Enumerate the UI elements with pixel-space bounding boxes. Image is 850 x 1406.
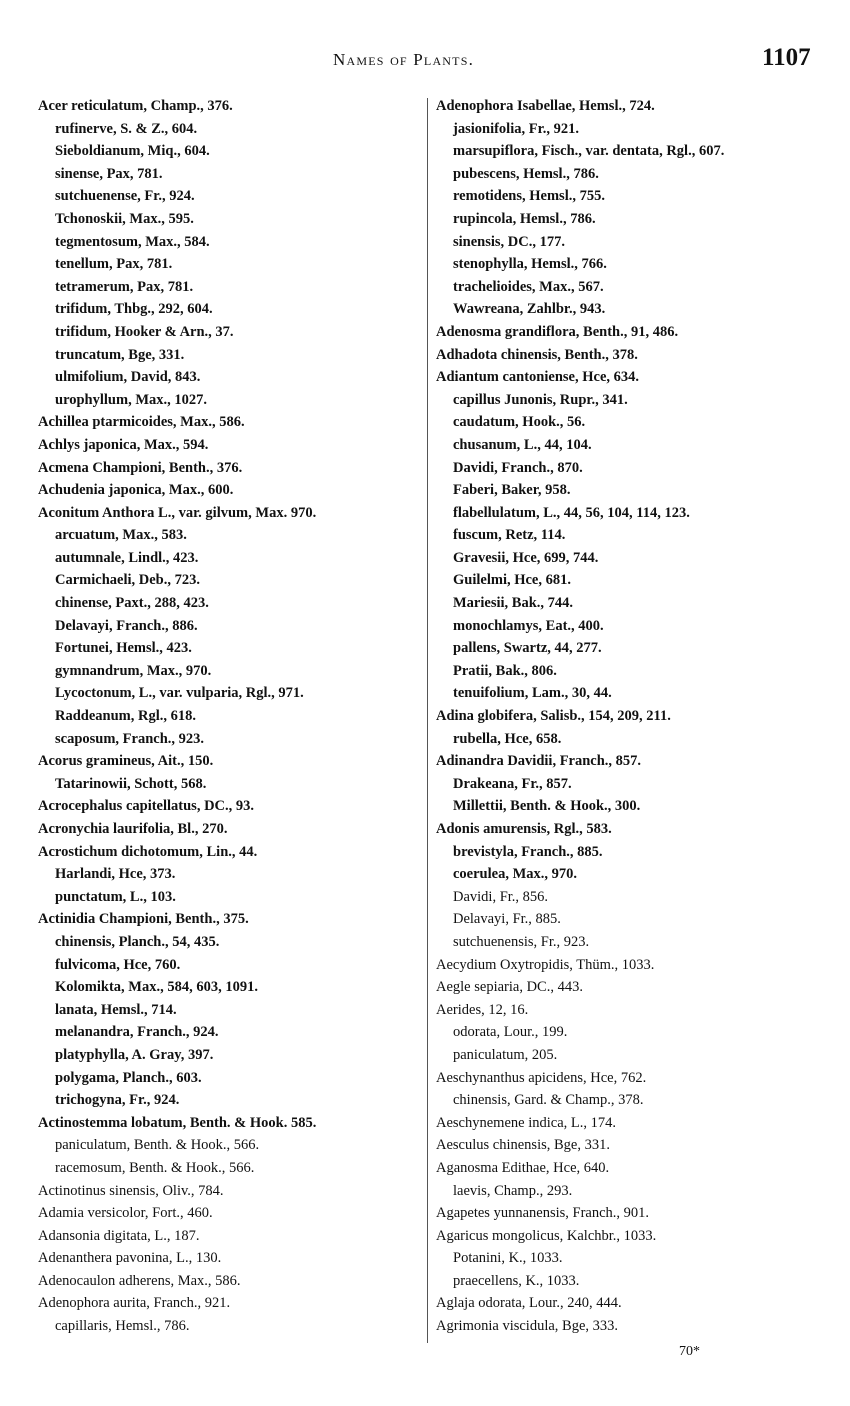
index-subentry: Fortunei, Hemsl., 423. xyxy=(55,640,192,657)
index-subentry: praecellens, K., 1033. xyxy=(453,1272,580,1289)
index-entry: Acrostichum dichotomum, Lin., 44. xyxy=(38,843,258,860)
index-column-left xyxy=(38,95,423,1338)
index-subentry: sinense, Pax, 781. xyxy=(55,165,163,182)
index-subentry: capillus Junonis, Rupr., 341. xyxy=(453,391,628,408)
running-title: Names of Plants. xyxy=(333,50,475,69)
index-entry: Aecydium Oxytropidis, Thüm., 1033. xyxy=(436,956,655,973)
index-entry: Aeschynemene indica, L., 174. xyxy=(436,1114,616,1131)
index-subentry: caudatum, Hook., 56. xyxy=(453,414,586,431)
index-subentry: rubella, Hce, 658. xyxy=(453,730,562,747)
index-subentry: gymnandrum, Max., 970. xyxy=(55,662,212,679)
index-entry: Adhadota chinensis, Benth., 378. xyxy=(436,346,638,363)
index-subentry: melanandra, Franch., 924. xyxy=(55,1024,219,1041)
index-subentry: paniculatum, Benth. & Hook., 566. xyxy=(55,1137,260,1154)
index-entry: Adonis amurensis, Rgl., 583. xyxy=(436,821,612,837)
index-subentry: pallens, Swartz, 44, 277. xyxy=(453,640,602,657)
index-subentry: capillaris, Hemsl., 786. xyxy=(55,1318,190,1335)
index-subentry: laevis, Champ., 293. xyxy=(453,1182,573,1199)
index-subentry: Potanini, K., 1033. xyxy=(453,1250,563,1267)
index-subentry: Pratii, Bak., 806. xyxy=(453,662,557,679)
index-subentry: fuscum, Retz, 114. xyxy=(453,527,566,544)
index-subentry: tegmentosum, Max., 584. xyxy=(55,233,210,250)
index-entry: Acronychia laurifolia, Bl., 270. xyxy=(38,821,228,837)
index-subentry: jasionifolia, Fr., 921. xyxy=(453,120,579,137)
index-subentry: paniculatum, 205. xyxy=(453,1046,558,1063)
page-header xyxy=(0,44,850,84)
index-subentry: rufinerve, S. & Z., 604. xyxy=(55,120,198,137)
index-subentry: chinense, Paxt., 288, 423. xyxy=(55,595,209,612)
index-subentry: chinensis, Gard. & Champ., 378. xyxy=(453,1092,644,1109)
index-subentry: Kolomikta, Max., 584, 603, 1091. xyxy=(55,979,258,996)
index-subentry: lanata, Hemsl., 714. xyxy=(55,1001,177,1018)
index-subentry: tenuifolium, Lam., 30, 44. xyxy=(453,685,612,702)
index-subentry: Sieboldianum, Miq., 604. xyxy=(55,143,210,160)
index-entry: Acrocephalus capitellatus, DC., 93. xyxy=(38,798,255,815)
index-entry: Adenophora Isabellae, Hemsl., 724. xyxy=(436,98,655,114)
index-subentry: sutchuenense, Fr., 924. xyxy=(55,188,195,205)
index-entry: Actinotinus sinensis, Oliv., 784. xyxy=(38,1182,224,1199)
index-subentry: Carmichaeli, Deb., 723. xyxy=(55,572,200,589)
index-subentry: punctatum, L., 103. xyxy=(55,888,176,905)
index-subentry: rupincola, Hemsl., 786. xyxy=(453,210,596,227)
index-entry: Aeschynanthus apicidens, Hce, 762. xyxy=(436,1069,647,1086)
index-subentry: Guilelmi, Hce, 681. xyxy=(453,572,571,589)
index-subentry: Tatarinowii, Schott, 568. xyxy=(55,775,207,792)
index-entry: Adenocaulon adherens, Max., 586. xyxy=(38,1272,241,1289)
index-subentry: chusanum, L., 44, 104. xyxy=(453,436,592,453)
index-entry: Adenosma grandiflora, Benth., 91, 486. xyxy=(436,323,679,340)
index-subentry: sinensis, DC., 177. xyxy=(453,233,565,250)
index-entry: Agrimonia viscidula, Bge, 333. xyxy=(436,1318,619,1335)
index-entry: Adinandra Davidii, Franch., 857. xyxy=(436,753,642,770)
index-subentry: ulmifolium, David, 843. xyxy=(55,369,201,386)
index-entry: Acer reticulatum, Champ., 376. xyxy=(38,98,233,114)
index-subentry: Delavayi, Franch., 886. xyxy=(55,617,198,634)
column-divider xyxy=(427,98,428,1343)
index-entry: Adamia versicolor, Fort., 460. xyxy=(38,1205,213,1222)
index-entry: Agapetes yunnanensis, Franch., 901. xyxy=(436,1205,650,1222)
index-entry: Aegle sepiaria, DC., 443. xyxy=(436,979,583,996)
index-subentry: Mariesii, Bak., 744. xyxy=(453,595,574,612)
index-entry: Aganosma Edithae, Hce, 640. xyxy=(436,1159,610,1176)
index-subentry: coerulea, Max., 970. xyxy=(453,866,578,883)
index-entry: Actinostemma lobatum, Benth. & Hook. 585. xyxy=(38,1114,317,1131)
index-entry: Actinidia Championi, Benth., 375. xyxy=(38,911,249,928)
index-entry: Adenanthera pavonina, L., 130. xyxy=(38,1250,222,1267)
index-entry: Aconitum Anthora L., var. gilvum, Max. 970. xyxy=(38,504,317,521)
index-subentry: fulvicoma, Hce, 760. xyxy=(55,956,181,973)
index-subentry: Gravesii, Hce, 699, 744. xyxy=(453,549,599,566)
index-subentry: Faberi, Baker, 958. xyxy=(453,482,571,499)
index-subentry: Raddeanum, Rgl., 618. xyxy=(55,708,196,725)
index-subentry: sutchuenensis, Fr., 923. xyxy=(453,933,590,950)
index-subentry: racemosum, Benth. & Hook., 566. xyxy=(55,1159,255,1176)
index-subentry: tenellum, Pax, 781. xyxy=(55,256,173,273)
index-entry: Achudenia japonica, Max., 600. xyxy=(38,482,234,499)
index-entry: Acmena Championi, Benth., 376. xyxy=(38,459,243,476)
index-subentry: odorata, Lour., 199. xyxy=(453,1024,568,1041)
index-entry: Aerides, 12, 16. xyxy=(436,1001,529,1018)
index-entry: Achillea ptarmicoides, Max., 586. xyxy=(38,414,245,431)
index-subentry: Drakeana, Fr., 857. xyxy=(453,775,572,792)
index-subentry: urophyllum, Max., 1027. xyxy=(55,391,208,408)
index-subentry: arcuatum, Max., 583. xyxy=(55,527,187,544)
index-subentry: stenophylla, Hemsl., 766. xyxy=(453,256,607,273)
index-subentry: tetramerum, Pax, 781. xyxy=(55,278,194,295)
index-subentry: Lycoctonum, L., var. vulparia, Rgl., 971. xyxy=(55,685,304,702)
index-entry: Acorus gramineus, Ait., 150. xyxy=(38,753,214,770)
index-subentry: truncatum, Bge, 331. xyxy=(55,346,185,363)
index-subentry: chinensis, Planch., 54, 435. xyxy=(55,933,220,950)
index-subentry: Millettii, Benth. & Hook., 300. xyxy=(453,798,641,815)
signature-mark: 70* xyxy=(679,1344,700,1359)
index-subentry: Wawreana, Zahlbr., 943. xyxy=(453,301,606,318)
index-subentry: Davidi, Franch., 870. xyxy=(453,459,583,476)
index-entry: Adiantum cantoniense, Hce, 634. xyxy=(436,369,639,386)
page-number: 1107 xyxy=(762,44,811,71)
index-entry: Aesculus chinensis, Bge, 331. xyxy=(436,1137,610,1154)
index-subentry: autumnale, Lindl., 423. xyxy=(55,549,199,566)
index-subentry: marsupiflora, Fisch., var. dentata, Rgl., 607. xyxy=(453,143,725,160)
index-entry: Adenophora aurita, Franch., 921. xyxy=(38,1295,231,1312)
index-subentry: monochlamys, Eat., 400. xyxy=(453,617,604,634)
index-subentry: trichogyna, Fr., 924. xyxy=(55,1092,180,1109)
index-subentry: Delavayi, Fr., 885. xyxy=(453,911,561,928)
index-entry: Agaricus mongolicus, Kalchbr., 1033. xyxy=(436,1227,657,1244)
index-subentry: brevistyla, Franch., 885. xyxy=(453,843,603,860)
index-subentry: trachelioides, Max., 567. xyxy=(453,278,604,295)
index-subentry: Davidi, Fr., 856. xyxy=(453,888,549,905)
index-subentry: flabellulatum, L., 44, 56, 104, 114, 123. xyxy=(453,504,690,521)
index-subentry: Harlandi, Hce, 373. xyxy=(55,866,176,883)
index-entry: Achlys japonica, Max., 594. xyxy=(38,436,209,453)
index-subentry: platyphylla, A. Gray, 397. xyxy=(55,1046,214,1063)
index-subentry: Tchonoskii, Max., 595. xyxy=(55,210,194,227)
index-entry: Adina globifera, Salisb., 154, 209, 211. xyxy=(436,708,671,725)
index-column-right xyxy=(436,95,826,1338)
index-subentry: trifidum, Hooker & Arn., 37. xyxy=(55,323,234,340)
index-entry: Adansonia digitata, L., 187. xyxy=(38,1227,200,1244)
index-subentry: trifidum, Thbg., 292, 604. xyxy=(55,301,213,318)
index-subentry: polygama, Planch., 603. xyxy=(55,1069,202,1086)
index-subentry: pubescens, Hemsl., 786. xyxy=(453,165,599,182)
index-subentry: scaposum, Franch., 923. xyxy=(55,730,205,747)
index-entry: Aglaja odorata, Lour., 240, 444. xyxy=(436,1295,622,1312)
index-subentry: remotidens, Hemsl., 755. xyxy=(453,188,605,205)
